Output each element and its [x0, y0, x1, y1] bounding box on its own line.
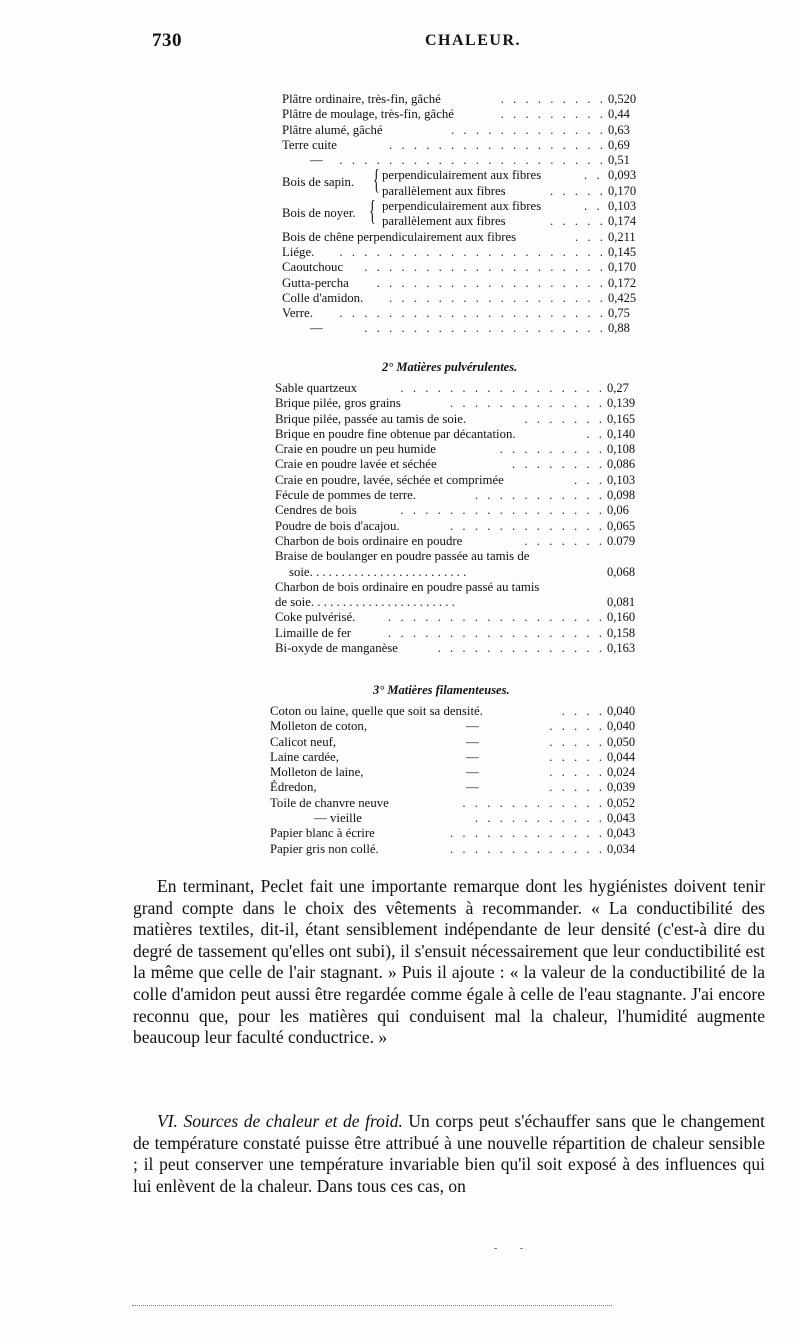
table-row [275, 427, 653, 442]
table-row [275, 473, 653, 488]
row-label: Brique pilée, passée au tamis de soie. [275, 411, 467, 426]
table-value: 0,052 [607, 795, 636, 810]
table-value: 0,098 [607, 488, 636, 503]
table-row [282, 92, 654, 107]
table-row [270, 796, 653, 811]
group-label: Bois de sapin. [282, 175, 355, 190]
table-value: 0,145 [608, 244, 637, 259]
table-row [282, 123, 654, 138]
table-value: 0,63 [608, 122, 630, 137]
row-label: Brique pilée, gros grains [275, 396, 401, 411]
paragraph-body: Un corps peut s'échauffer sans que le changement de température constaté puisse être attribué à une nouvelle répartition de chaleur sensible ; il peut conserver une température invariable bien qu'il soit exposé à des influences qui lui enlèvent de la chaleur. Dans tous ces cas, on [133, 1111, 765, 1196]
table-value: 0,27 [607, 381, 629, 395]
table-row [282, 306, 654, 321]
row-label: Craie en poudre un peu humide [275, 442, 436, 457]
table-value: 0,103 [607, 472, 636, 487]
table-row [275, 442, 653, 457]
leader-dots: . . . . . . . [524, 411, 605, 426]
row-label: Calicot neuf, [270, 734, 337, 749]
table-value: 0,172 [608, 275, 637, 290]
table-value: 0,024 [607, 765, 636, 780]
row-label: Papier blanc à écrire [270, 826, 375, 841]
table-row [270, 842, 653, 857]
ditto-mark: — [466, 780, 479, 795]
table-value: 0,06 [607, 503, 629, 518]
table-row [275, 534, 653, 549]
table-row [282, 260, 654, 275]
section-title-pulverulent: 2° Matières pulvérulentes. [382, 360, 518, 374]
table-value: 0,039 [607, 780, 636, 795]
table-row [270, 765, 653, 780]
table-row-group-sapin [282, 165, 654, 199]
leader-dots: . . . . . [550, 214, 606, 229]
row-label: Fécule de pommes de terre. [275, 488, 417, 503]
table-value: 0,69 [608, 137, 630, 152]
leader-dots: . . . . . . . [524, 533, 605, 548]
table-row [282, 321, 654, 336]
row-label: Poudre de bois d'acajou. [275, 518, 400, 533]
leader-dots: . . . . . . . . . . . . [462, 795, 605, 810]
row-label: Molleton de coton, [270, 719, 368, 734]
page-number: 730 [152, 30, 182, 51]
table-row [282, 153, 654, 168]
leader-dots: . . . . . . . . [512, 457, 605, 472]
leader-dots: . . . . . . . . . . . . . . . . . . . . . . [339, 306, 606, 321]
table-value: 0,103 [608, 199, 637, 214]
table-row-wrapped [275, 580, 653, 611]
table-value: 0,170 [608, 260, 637, 275]
leader-dots: . . . [575, 229, 606, 244]
row-label: Craie en poudre, lavée, séchée et comprimée [275, 472, 504, 487]
table-value: 0,520 [608, 92, 637, 106]
table-value: 0,140 [607, 426, 636, 441]
row-label: Plâtre alumé, gâché [282, 122, 383, 137]
table-value: 0,068 [607, 564, 636, 579]
row-label: Coton ou laine, quelle que soit sa densité. [270, 704, 483, 718]
sub-label: perpendiculairement aux fibres [382, 168, 542, 183]
leader-dots: . . . . . [549, 765, 605, 780]
row-label: Bois de chêne perpendiculairement aux fibres [282, 229, 517, 244]
row-label: Bi-oxyde de manganèse [275, 641, 398, 656]
leader-dots: . . . . . [549, 749, 605, 764]
table-value: 0,165 [607, 411, 636, 426]
leader-dots: . . . . . . . . . . . . . . . . . . . . . . [339, 244, 606, 259]
table-value: 0,093 [608, 168, 637, 183]
table-solid-materials [282, 92, 654, 337]
table-value: 0,170 [608, 183, 637, 198]
row-label: — vieille [314, 811, 362, 826]
row-label: Plâtre de moulage, très-fin, gâché [282, 107, 454, 122]
brace: { [369, 196, 376, 228]
leader-dots: . . [586, 426, 605, 441]
table-row [270, 719, 653, 734]
print-specks: - - [494, 1243, 534, 1254]
table-row [275, 610, 653, 625]
row-label: — [310, 153, 323, 168]
row-label: Sable quartzeux [275, 381, 358, 395]
table-row [270, 750, 653, 765]
leader-dots: . . . . . [550, 183, 606, 198]
table-value: 0,065 [607, 518, 636, 533]
row-label-continued: soie. . . . . . . . . . . . . . . . . . . . . . . . . [289, 564, 467, 579]
row-label: Édredon, [270, 780, 317, 795]
leader-dots: . . . . . [549, 780, 605, 795]
table-row [270, 826, 653, 841]
row-label: Gutta-percha [282, 275, 349, 290]
row-label: Limaille de fer [275, 625, 352, 640]
table-value: 0,88 [608, 321, 630, 336]
sub-label: perpendiculairement aux fibres [382, 199, 542, 214]
ditto-mark: — [466, 719, 479, 734]
row-label: Verre. [282, 306, 313, 321]
table-row [275, 412, 653, 427]
sub-label: parallèlement aux fibres [382, 183, 506, 198]
ditto-mark: — [466, 734, 479, 749]
brace: { [373, 165, 380, 197]
leader-dots: . . . . . [549, 734, 605, 749]
row-label: Plâtre ordinaire, très-fin, gâché [282, 92, 441, 106]
paragraph-peclet-remark [133, 876, 765, 1049]
row-label: Charbon de bois ordinaire en poudre [275, 533, 463, 548]
leader-dots: . . . . . . . . . . . [474, 811, 605, 826]
leader-dots: . . . . . . . . . . . . . . . . . . [389, 290, 606, 305]
leader-dots: . . . . . [549, 719, 605, 734]
table-value: 0,425 [608, 290, 637, 305]
bottom-bleed-through [132, 1305, 612, 1306]
leader-dots: . . . . . . . . . . . . . . . . . . . . . . [339, 153, 606, 168]
leader-dots: . . . . . . . . . . . . . [450, 841, 605, 856]
table-row [275, 457, 653, 472]
leader-dots: . . . . . . . . . . . . . . . . . . [389, 137, 606, 152]
leader-dots: . . . . . . . . . . . . . . . . . . [388, 610, 605, 625]
leader-dots: . . . . . . . . . . . . . . . . . [400, 503, 605, 518]
table-value: 0,043 [607, 811, 636, 826]
table-row [275, 503, 653, 518]
leader-dots: . . [584, 199, 603, 214]
table-filamentous-materials [270, 704, 653, 857]
leader-dots: . . . . [561, 704, 605, 718]
row-label: Cendres de bois [275, 503, 357, 518]
leader-dots: . . . . . . . . . . . . . [451, 122, 606, 137]
row-label: Papier gris non collé. [270, 841, 379, 856]
ditto-mark: — [466, 749, 479, 764]
table-value: 0,158 [607, 625, 636, 640]
table-value: 0,51 [608, 153, 630, 168]
paragraph-text [133, 1111, 765, 1197]
table-row [270, 704, 653, 719]
table-value: 0,163 [607, 641, 636, 656]
row-label-continued: de soie. . . . . . . . . . . . . . . . . . . . . . . [275, 595, 455, 610]
leader-dots: . . . . . . . . . . . . . [450, 826, 605, 841]
table-value: 0,108 [607, 442, 636, 457]
table-row [275, 626, 653, 641]
table-value: 0,174 [608, 214, 637, 229]
row-label: Braise de boulanger en poudre passée au tamis de [275, 549, 530, 564]
table-row-group-noyer [282, 196, 654, 230]
table-value: 0,040 [607, 704, 636, 718]
leader-dots: . . . . . . . . . . . . . . . . . [400, 381, 605, 395]
table-value: 0,043 [607, 826, 636, 841]
table-value: 0,044 [607, 749, 636, 764]
row-label: Craie en poudre lavée et séchée [275, 457, 437, 472]
leader-dots: . . . . . . . . . . . . . [450, 518, 605, 533]
table-row [282, 138, 654, 153]
leader-dots: . . . . . . . . . . . . . . . . . . [388, 625, 605, 640]
row-label: — [310, 321, 323, 336]
row-label: Colle d'amidon. [282, 290, 364, 305]
table-value: 0.079 [607, 533, 636, 548]
row-label: Charbon de bois ordinaire en poudre passé au tamis [275, 579, 540, 594]
leader-dots: . . . . . . . . . . . . . [450, 396, 605, 411]
table-row [270, 780, 653, 795]
table-value: 0,081 [607, 595, 636, 610]
leader-dots: . . [584, 168, 603, 183]
row-label: Brique en poudre fine obtenue par décantation. [275, 426, 516, 441]
table-row [282, 245, 654, 260]
leader-dots: . . . . . . . . . . . . . . [437, 641, 605, 656]
leader-dots: . . . . . . . . . [500, 92, 606, 106]
leader-dots: . . . [574, 472, 605, 487]
table-row [282, 107, 654, 122]
table-row [270, 735, 653, 750]
section-title-filamentous: 3° Matières filamenteuses. [373, 683, 510, 697]
paragraph-sources-de-chaleur [133, 1111, 765, 1197]
table-value: 0,75 [608, 306, 630, 321]
ditto-mark: — [466, 765, 479, 780]
table-row [275, 488, 653, 503]
table-value: 0,086 [607, 457, 636, 472]
leader-dots: . . . . . . . . . . . . . . . . . . . . [364, 321, 606, 336]
row-label: Caoutchouc [282, 260, 344, 275]
row-label: Terre cuite [282, 137, 337, 152]
leader-dots: . . . . . . . . . [499, 442, 605, 457]
row-label: Toile de chanvre neuve [270, 795, 389, 810]
row-label: Liége. [282, 244, 315, 259]
section-heading: VI. Sources de chaleur et de froid. [157, 1111, 403, 1131]
row-label: Laine cardée, [270, 749, 339, 764]
table-row [275, 396, 653, 411]
table-row [270, 811, 653, 826]
sub-label: parallèlement aux fibres [382, 214, 506, 229]
table-value: 0,139 [607, 396, 636, 411]
table-value: 0,44 [608, 107, 630, 122]
table-value: 0,050 [607, 734, 636, 749]
leader-dots: . . . . . . . . . [500, 107, 606, 122]
leader-dots: . . . . . . . . . . . . . . . . . . . [376, 275, 606, 290]
running-title: CHALEUR. [425, 32, 522, 49]
table-row [282, 276, 654, 291]
table-row [282, 291, 654, 306]
page-header [152, 30, 760, 54]
table-row [275, 519, 653, 534]
leader-dots: . . . . . . . . . . . . . . . . . . . . [364, 260, 606, 275]
table-row [282, 230, 654, 245]
table-value: 0,040 [607, 719, 636, 734]
row-label: Molleton de laine, [270, 765, 364, 780]
table-value: 0,211 [608, 229, 636, 244]
table-value: 0,160 [607, 610, 636, 625]
table-row-wrapped [275, 549, 653, 580]
paragraph-text: En terminant, Peclet fait une importante remarque dont les hygiénistes doivent tenir grand compte dans le choix des vêtements à recommander. « La conductibilité des matières textiles, dit-il, étant sensiblement indépendante de leur densité (c'est-à dire du degré de tassement qu'elles ont subi), il s'ensuit nécessairement que leur conductibilité est la même que celle de l'air stagnant. » Puis il ajoute : « la valeur de la conductibilité de la colle d'amidon peut aussi être regardée comme égale à celle de l'eau stagnante. J'ai encore reconnu que, pour les matières qui conduisent mal la chaleur, l'humidité augmente beaucoup leur faculté conductrice. » [133, 876, 765, 1048]
row-label: Coke pulvérisé. [275, 610, 356, 625]
leader-dots: . . . . . . . . . . . [474, 488, 605, 503]
group-label: Bois de noyer. [282, 206, 356, 221]
table-row [275, 641, 653, 656]
table-row [275, 381, 653, 396]
table-value: 0,034 [607, 841, 636, 856]
table-pulverulent-materials [275, 381, 653, 656]
